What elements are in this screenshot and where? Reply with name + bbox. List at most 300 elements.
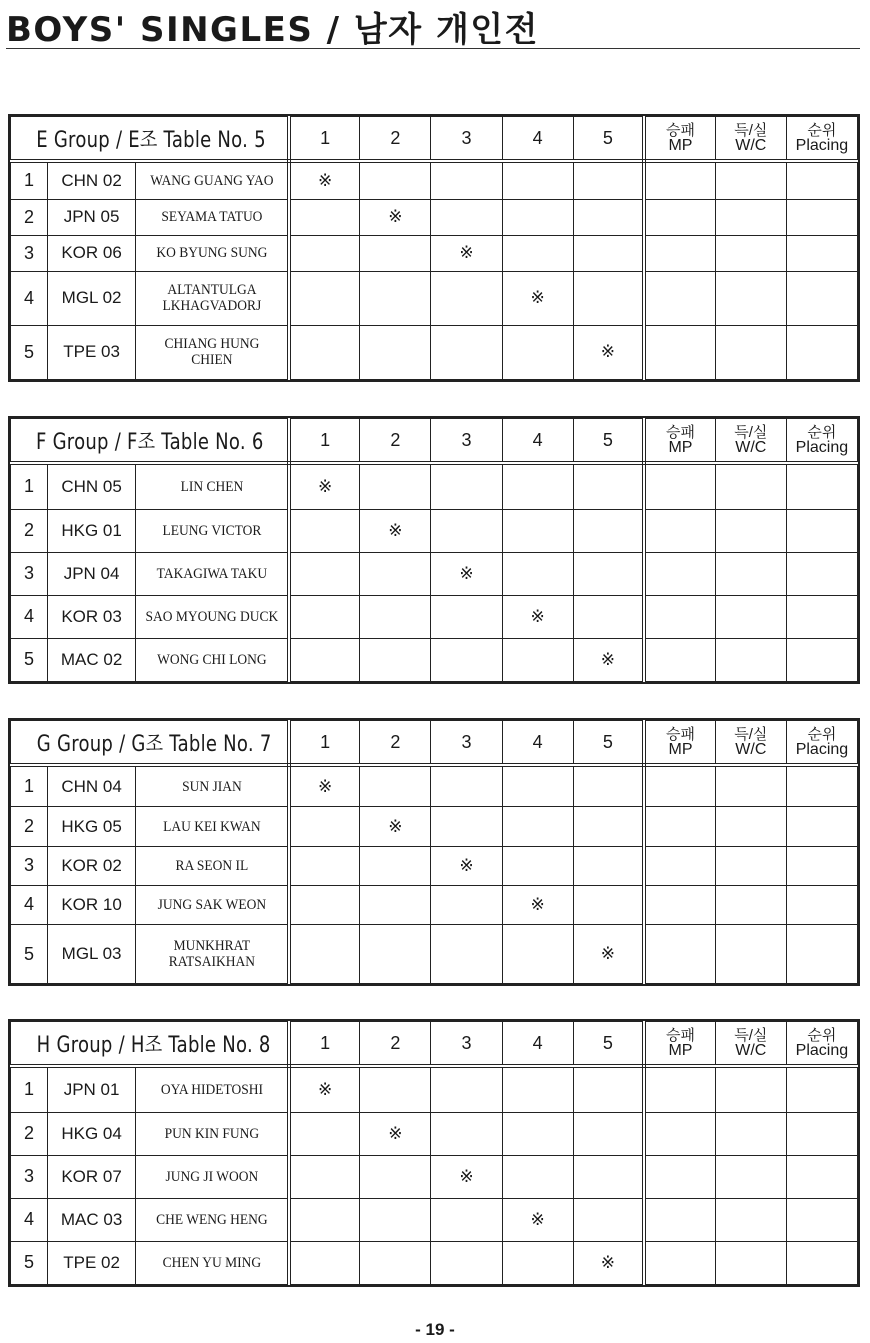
score-cell <box>573 509 644 552</box>
mp-header-en: MP <box>668 1042 693 1059</box>
wc-cell <box>715 1198 786 1241</box>
player-code: HKG 04 <box>48 1112 136 1155</box>
score-cell <box>573 846 644 885</box>
player-name-cell <box>143 235 281 271</box>
score-cell <box>431 1112 502 1155</box>
score-cell <box>431 463 502 509</box>
placing-cell <box>786 199 857 235</box>
player-name-cell <box>143 885 281 924</box>
player-name: JUNG JI WOON <box>165 1168 258 1185</box>
player-code: HKG 01 <box>48 509 136 552</box>
wc-cell <box>715 271 786 325</box>
player-row <box>11 325 858 379</box>
wc-cell <box>715 1155 786 1198</box>
round-header: 4 <box>502 117 573 162</box>
self-match-mark: ※ <box>502 885 573 924</box>
round-header: 3 <box>431 721 502 766</box>
score-cell <box>360 638 431 681</box>
self-match-mark: ※ <box>573 325 644 379</box>
title-divider <box>6 48 860 49</box>
mp-cell <box>644 638 715 681</box>
player-number: 2 <box>11 509 48 552</box>
player-row <box>11 271 858 325</box>
player-name-cell <box>143 846 281 885</box>
score-cell <box>360 1066 431 1112</box>
placing-cell <box>786 271 857 325</box>
player-code: TPE 02 <box>48 1241 136 1284</box>
wc-header <box>715 419 786 464</box>
player-code: CHN 04 <box>48 765 136 807</box>
score-cell <box>360 846 431 885</box>
score-cell <box>431 885 502 924</box>
score-cell <box>502 1155 573 1198</box>
player-row <box>11 638 858 681</box>
player-code: KOR 07 <box>48 1155 136 1198</box>
mp-cell <box>644 161 715 199</box>
player-row <box>11 885 858 924</box>
player-name-cell <box>143 1155 281 1198</box>
score-cell <box>289 925 360 984</box>
wc-cell <box>715 325 786 379</box>
player-name-cell <box>143 1198 281 1241</box>
score-cell <box>289 885 360 924</box>
score-cell <box>289 235 360 271</box>
round-header: 2 <box>360 1022 431 1067</box>
player-name: CHE WENG HENG <box>155 1211 268 1228</box>
player-code: TPE 03 <box>48 325 136 379</box>
score-cell <box>431 595 502 638</box>
self-match-mark: ※ <box>360 199 431 235</box>
player-code: HKG 05 <box>48 807 136 846</box>
player-code: JPN 05 <box>48 199 136 235</box>
player-name-cell <box>143 325 281 379</box>
player-name-cell <box>143 161 281 199</box>
score-cell <box>360 235 431 271</box>
player-name: WONG CHI LONG <box>156 651 267 668</box>
player-name-cell <box>143 595 281 638</box>
self-match-mark: ※ <box>573 925 644 984</box>
score-cell <box>573 463 644 509</box>
score-cell <box>573 552 644 595</box>
player-row <box>11 199 858 235</box>
player-name: CHIANG HUNG CHIEN <box>164 336 259 369</box>
player-number: 3 <box>11 235 48 271</box>
group-title: H Group / H조 Table No. 8 <box>36 1032 271 1058</box>
mp-cell <box>644 271 715 325</box>
placing-cell <box>786 1066 857 1112</box>
player-row <box>11 1155 858 1198</box>
mp-cell <box>644 552 715 595</box>
score-cell <box>502 509 573 552</box>
wc-cell <box>715 235 786 271</box>
score-cell <box>573 161 644 199</box>
mp-cell <box>644 235 715 271</box>
player-name: KO BYUNG SUNG <box>156 245 268 262</box>
group-title: F Group / F조 Table No. 6 <box>35 429 264 455</box>
self-match-mark: ※ <box>573 638 644 681</box>
score-cell <box>573 885 644 924</box>
score-cell <box>502 1066 573 1112</box>
self-match-mark: ※ <box>289 1066 360 1112</box>
placing-cell <box>786 1198 857 1241</box>
wc-cell <box>715 595 786 638</box>
mp-cell <box>644 509 715 552</box>
wc-header-ko: 득/실 <box>734 1027 768 1044</box>
player-number: 1 <box>11 1066 48 1112</box>
round-header: 5 <box>573 1022 644 1067</box>
placing-cell <box>786 807 857 846</box>
wc-cell <box>715 846 786 885</box>
placing-header <box>786 721 857 766</box>
mp-cell <box>644 807 715 846</box>
placing-header <box>786 117 857 162</box>
mp-cell <box>644 846 715 885</box>
round-header: 1 <box>289 419 360 464</box>
mp-cell <box>644 199 715 235</box>
self-match-mark: ※ <box>502 271 573 325</box>
group-table <box>8 1019 860 1287</box>
group-title-cell <box>11 721 289 766</box>
score-cell <box>289 325 360 379</box>
score-cell <box>431 807 502 846</box>
player-name: WANG GUANG YAO <box>149 172 274 189</box>
self-match-mark: ※ <box>431 235 502 271</box>
placing-cell <box>786 1155 857 1198</box>
player-name: RA SEON IL <box>175 857 248 874</box>
score-cell <box>360 1198 431 1241</box>
score-cell <box>573 807 644 846</box>
wc-cell <box>715 1241 786 1284</box>
round-header: 1 <box>289 117 360 162</box>
player-code: JPN 04 <box>48 552 136 595</box>
score-cell <box>431 1066 502 1112</box>
self-match-mark: ※ <box>431 1155 502 1198</box>
wc-header-en: W/C <box>735 741 767 758</box>
wc-cell <box>715 638 786 681</box>
page-title: BOYS' SINGLES / 남자 개인전 <box>6 10 539 50</box>
mp-header-en: MP <box>668 741 693 758</box>
score-cell <box>573 1112 644 1155</box>
player-number: 2 <box>11 199 48 235</box>
placing-cell <box>786 1241 857 1284</box>
player-number: 2 <box>11 807 48 846</box>
placing-header-en: Placing <box>795 1042 849 1059</box>
player-code: MGL 02 <box>48 271 136 325</box>
player-code: KOR 02 <box>48 846 136 885</box>
score-cell <box>573 271 644 325</box>
player-name: ALTANTULGA LKHAGVADORJ <box>162 282 261 315</box>
player-code: JPN 01 <box>48 1066 136 1112</box>
player-number: 5 <box>11 325 48 379</box>
group-title-cell <box>11 1022 289 1067</box>
score-cell <box>502 235 573 271</box>
score-cell <box>360 1155 431 1198</box>
score-cell <box>573 1155 644 1198</box>
player-name-cell <box>143 552 281 595</box>
wc-header-en: W/C <box>735 137 767 154</box>
score-cell <box>289 1241 360 1284</box>
score-cell <box>289 271 360 325</box>
placing-cell <box>786 552 857 595</box>
round-header: 2 <box>360 117 431 162</box>
wc-header-ko: 득/실 <box>734 424 768 441</box>
placing-header-en: Placing <box>795 741 849 758</box>
placing-cell <box>786 463 857 509</box>
placing-cell <box>786 846 857 885</box>
mp-header-ko: 승패 <box>665 424 695 441</box>
mp-header <box>644 117 715 162</box>
self-match-mark: ※ <box>431 846 502 885</box>
player-number: 4 <box>11 885 48 924</box>
placing-header-ko: 순위 <box>807 424 837 441</box>
round-header: 3 <box>431 117 502 162</box>
player-name-cell <box>143 1112 281 1155</box>
mp-header-en: MP <box>668 137 693 154</box>
score-cell <box>502 925 573 984</box>
round-header: 4 <box>502 1022 573 1067</box>
wc-cell <box>715 925 786 984</box>
player-number: 1 <box>11 161 48 199</box>
placing-cell <box>786 925 857 984</box>
wc-header-ko: 득/실 <box>734 726 768 743</box>
group-title: E Group / E조 Table No. 5 <box>36 127 266 153</box>
mp-header-en: MP <box>668 439 693 456</box>
score-cell <box>502 325 573 379</box>
placing-header-ko: 순위 <box>807 122 837 139</box>
score-cell <box>289 1198 360 1241</box>
score-cell <box>289 846 360 885</box>
player-number: 5 <box>11 638 48 681</box>
score-cell <box>573 765 644 807</box>
mp-header-ko: 승패 <box>665 1027 695 1044</box>
mp-cell <box>644 325 715 379</box>
self-match-mark: ※ <box>289 765 360 807</box>
score-cell <box>360 325 431 379</box>
mp-header-ko: 승패 <box>666 726 695 743</box>
wc-cell <box>715 807 786 846</box>
score-cell <box>502 161 573 199</box>
placing-cell <box>786 325 857 379</box>
player-row <box>11 552 858 595</box>
self-match-mark: ※ <box>502 1198 573 1241</box>
player-row <box>11 1066 858 1112</box>
group-title-cell <box>11 117 289 162</box>
player-number: 5 <box>11 925 48 984</box>
self-match-mark: ※ <box>573 1241 644 1284</box>
score-cell <box>431 1241 502 1284</box>
player-name: JUNG SAK WEON <box>157 896 266 913</box>
score-cell <box>431 1198 502 1241</box>
placing-cell <box>786 638 857 681</box>
self-match-mark: ※ <box>289 463 360 509</box>
player-name: CHEN YU MING <box>162 1254 261 1271</box>
placing-cell <box>786 885 857 924</box>
player-row <box>11 846 858 885</box>
score-cell <box>573 1198 644 1241</box>
round-header: 1 <box>289 721 360 766</box>
mp-header <box>644 1022 715 1067</box>
player-number: 4 <box>11 271 48 325</box>
player-name-cell <box>143 271 281 325</box>
player-row <box>11 807 858 846</box>
round-header: 5 <box>573 721 644 766</box>
group-table <box>8 416 860 684</box>
player-name: TAKAGIWA TAKU <box>156 565 267 582</box>
score-cell <box>431 161 502 199</box>
player-row <box>11 1241 858 1284</box>
score-cell <box>573 235 644 271</box>
wc-cell <box>715 509 786 552</box>
score-cell <box>289 595 360 638</box>
wc-cell <box>715 1066 786 1112</box>
mp-cell <box>644 463 715 509</box>
score-cell <box>502 638 573 681</box>
mp-header <box>644 419 715 464</box>
wc-cell <box>715 1112 786 1155</box>
player-number: 4 <box>11 1198 48 1241</box>
player-row <box>11 509 858 552</box>
player-name-cell <box>143 925 281 984</box>
self-match-mark: ※ <box>502 595 573 638</box>
mp-cell <box>644 925 715 984</box>
player-number: 5 <box>11 1241 48 1284</box>
player-name-cell <box>143 1066 281 1112</box>
score-cell <box>289 199 360 235</box>
mp-cell <box>644 1198 715 1241</box>
score-cell <box>289 1112 360 1155</box>
player-name: PUN KIN FUNG <box>164 1125 259 1142</box>
placing-cell <box>786 235 857 271</box>
score-cell <box>431 271 502 325</box>
player-row <box>11 765 858 807</box>
round-header: 4 <box>502 721 573 766</box>
mp-cell <box>644 885 715 924</box>
player-row <box>11 1112 858 1155</box>
player-name-cell <box>143 807 281 846</box>
player-name: SAO MYOUNG DUCK <box>145 608 278 625</box>
wc-cell <box>715 885 786 924</box>
score-cell <box>502 199 573 235</box>
player-code: KOR 10 <box>48 885 136 924</box>
round-header: 5 <box>573 117 644 162</box>
score-cell <box>289 638 360 681</box>
mp-cell <box>644 1241 715 1284</box>
mp-cell <box>644 1066 715 1112</box>
mp-header <box>644 721 715 766</box>
wc-header-ko: 득/실 <box>734 122 768 139</box>
score-cell <box>431 199 502 235</box>
player-number: 3 <box>11 1155 48 1198</box>
placing-cell <box>786 509 857 552</box>
player-number: 2 <box>11 1112 48 1155</box>
score-cell <box>360 161 431 199</box>
score-cell <box>431 638 502 681</box>
score-cell <box>573 595 644 638</box>
round-header: 5 <box>573 419 644 464</box>
wc-cell <box>715 199 786 235</box>
player-name-cell <box>143 509 281 552</box>
mp-cell <box>644 765 715 807</box>
player-name-cell <box>143 638 281 681</box>
score-cell <box>360 925 431 984</box>
round-header: 2 <box>360 721 431 766</box>
player-code: CHN 02 <box>48 161 136 199</box>
wc-cell <box>715 765 786 807</box>
score-cell <box>360 765 431 807</box>
placing-header-en: Placing <box>795 137 849 154</box>
round-header: 1 <box>289 1022 360 1067</box>
score-cell <box>289 807 360 846</box>
wc-header <box>715 1022 786 1067</box>
score-cell <box>502 552 573 595</box>
player-code: KOR 03 <box>48 595 136 638</box>
player-name-cell <box>143 463 281 509</box>
self-match-mark: ※ <box>360 509 431 552</box>
player-name: OYA HIDETOSHI <box>160 1081 263 1098</box>
score-cell <box>502 1241 573 1284</box>
score-cell <box>573 1066 644 1112</box>
player-row <box>11 235 858 271</box>
page-number: - 19 - <box>415 1320 455 1339</box>
player-name: SEYAMA TATUO <box>161 209 263 226</box>
score-cell <box>360 1241 431 1284</box>
player-row <box>11 1198 858 1241</box>
placing-cell <box>786 595 857 638</box>
placing-header <box>786 1022 857 1067</box>
player-row <box>11 161 858 199</box>
group-table <box>8 718 860 986</box>
score-cell <box>573 199 644 235</box>
player-name-cell <box>143 765 281 807</box>
placing-cell <box>786 161 857 199</box>
score-cell <box>360 885 431 924</box>
group-table <box>8 114 860 382</box>
round-header: 3 <box>431 419 502 464</box>
placing-header-en: Placing <box>795 439 849 456</box>
mp-cell <box>644 595 715 638</box>
score-cell <box>431 325 502 379</box>
placing-header-ko: 순위 <box>807 726 837 743</box>
score-cell <box>502 463 573 509</box>
wc-header-en: W/C <box>735 439 767 456</box>
mp-cell <box>644 1155 715 1198</box>
score-cell <box>431 765 502 807</box>
player-number: 3 <box>11 552 48 595</box>
player-row <box>11 925 858 984</box>
self-match-mark: ※ <box>289 161 360 199</box>
score-cell <box>360 552 431 595</box>
score-cell <box>289 509 360 552</box>
self-match-mark: ※ <box>360 1112 431 1155</box>
score-cell <box>502 807 573 846</box>
player-number: 4 <box>11 595 48 638</box>
player-number: 1 <box>11 463 48 509</box>
player-number: 1 <box>11 765 48 807</box>
player-name: LEUNG VICTOR <box>162 522 261 539</box>
player-name-cell <box>143 1241 281 1284</box>
placing-header-ko: 순위 <box>807 1027 837 1044</box>
round-header: 4 <box>502 419 573 464</box>
placing-cell <box>786 1112 857 1155</box>
player-name-cell <box>143 199 281 235</box>
score-cell <box>360 595 431 638</box>
score-cell <box>289 1155 360 1198</box>
placing-header <box>786 419 857 464</box>
wc-header-en: W/C <box>735 1042 767 1059</box>
wc-header <box>715 721 786 766</box>
wc-cell <box>715 463 786 509</box>
mp-cell <box>644 1112 715 1155</box>
